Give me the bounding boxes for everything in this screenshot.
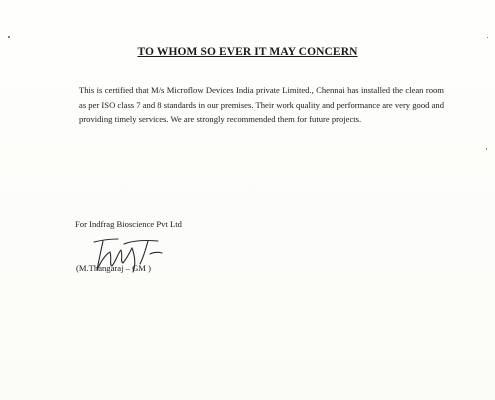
letter-body: This is certified that M/s Microflow Devices India private Limited., Chennai has installed the clean room as per ISO class 7 and 8 standards in our premises. Their work quality and performance are very good and providing timely services. We are strongly recommended them for future projects.	[79, 85, 444, 125]
closing-company: For Indfrag Bioscience Pvt Ltd	[75, 219, 182, 229]
letter-title: TO WHOM SO EVER IT MAY CONCERN	[137, 46, 358, 58]
scan-speck	[8, 36, 10, 38]
scan-speck	[486, 148, 487, 150]
scan-speck	[487, 37, 488, 38]
signatory-name: (M.Thangaraj – GM )	[76, 263, 151, 273]
